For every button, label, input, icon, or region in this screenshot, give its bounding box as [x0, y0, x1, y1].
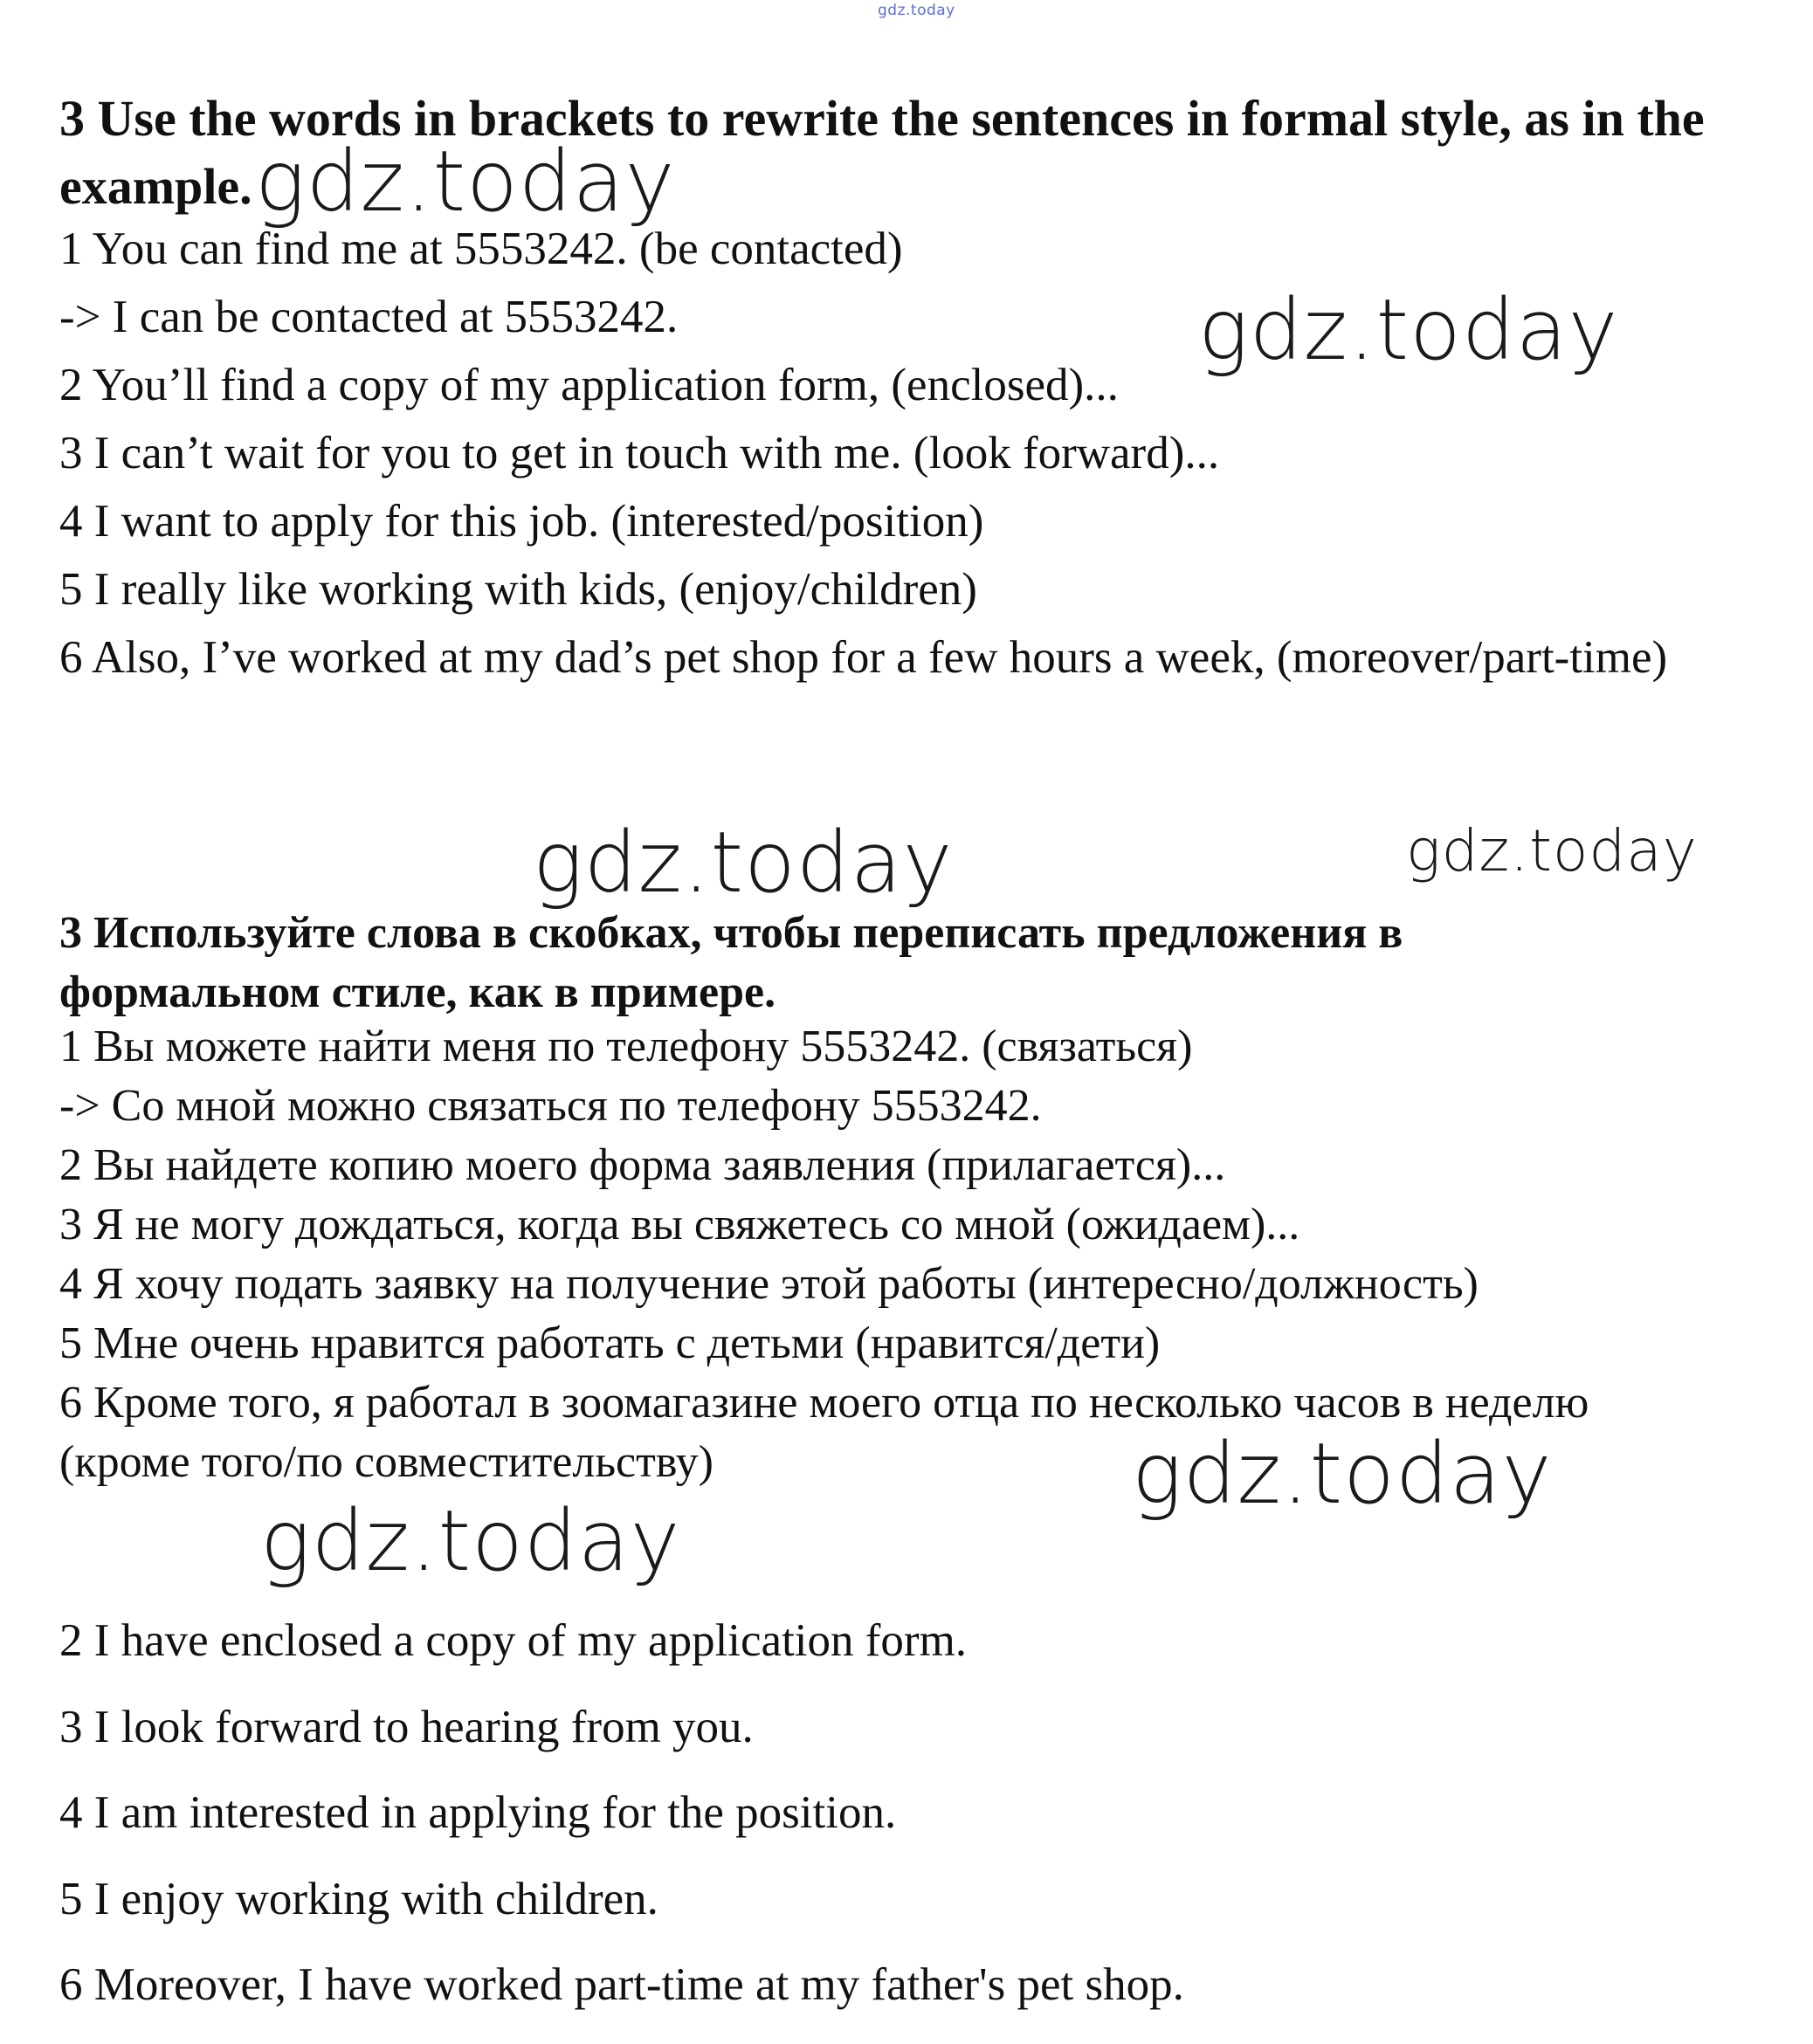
english-title-line-2: example. — [59, 158, 252, 215]
english-example-answer: -> I can be contacted at 5553242. — [59, 292, 679, 342]
watermark: gdz.today — [1198, 281, 1619, 379]
russian-example-answer: -> Со мной можно связаться по телефону 5553242. — [59, 1081, 1042, 1131]
answer-5: 5 I enjoy working with children. — [59, 1873, 658, 1924]
answer-6: 6 Moreover, I have worked part-time at my father's pet shop. — [59, 1959, 1184, 2010]
watermark: gdz.today — [255, 133, 676, 231]
watermark: gdz.today — [1406, 817, 1698, 884]
russian-item-4: 4 Я хочу подать заявку на получение этой работы (интересно/должность) — [59, 1259, 1479, 1309]
russian-item-1: 1 Вы можете найти меня по телефону 5553242. (связаться) — [59, 1022, 1193, 1071]
english-item-3: 3 I can’t wait for you to get in touch with me. (look forward)... — [59, 428, 1220, 478]
russian-title-line-1: 3 Используйте слова в скобках, чтобы переписать предложения в — [59, 908, 1403, 958]
russian-item-2: 2 Вы найдете копию моего форма заявления (прилагается)... — [59, 1140, 1226, 1190]
russian-item-5: 5 Мне очень нравится работать с детьми (нравится/дети) — [59, 1318, 1161, 1368]
english-item-2: 2 You’ll find a copy of my application form, (enclosed)... — [59, 360, 1119, 410]
english-item-6: 6 Also, I’ve worked at my dad’s pet shop for a few hours a week, (moreover/part-time) — [59, 632, 1668, 683]
watermark: gdz.today — [533, 814, 954, 912]
russian-sentence-list — [59, 1017, 1771, 1492]
russian-title-line-2: формальном стиле, как в примере. — [59, 967, 776, 1017]
site-mark: gdz.today — [878, 2, 955, 19]
russian-item-3: 3 Я не могу дождаться, когда вы свяжетесь со мной (ожидаем)... — [59, 1200, 1300, 1249]
russian-item-6: 6 Кроме того, я работал в зоомагазине моего отца по несколько часов в неделю (кроме того/по совместительству) — [59, 1378, 1589, 1487]
english-title-line-1: 3 Use the words in brackets to rewrite the sentences in formal style, as in the — [59, 90, 1705, 147]
russian-task-title — [59, 904, 1771, 1022]
answer-4: 4 I am interested in applying for the position. — [59, 1787, 897, 1838]
watermark: gdz.today — [260, 1492, 681, 1590]
english-item-1: 1 You can find me at 5553242. (be contacted) — [59, 224, 903, 274]
watermark: gdz.today — [1132, 1425, 1553, 1523]
answer-3: 3 I look forward to hearing from you. — [59, 1701, 754, 1752]
answer-list — [59, 1598, 1771, 2028]
answer-2: 2 I have enclosed a copy of my application form. — [59, 1615, 968, 1666]
english-item-5: 5 I really like working with kids, (enjoy/children) — [59, 564, 977, 615]
english-item-4: 4 I want to apply for this job. (interested/position) — [59, 496, 984, 547]
